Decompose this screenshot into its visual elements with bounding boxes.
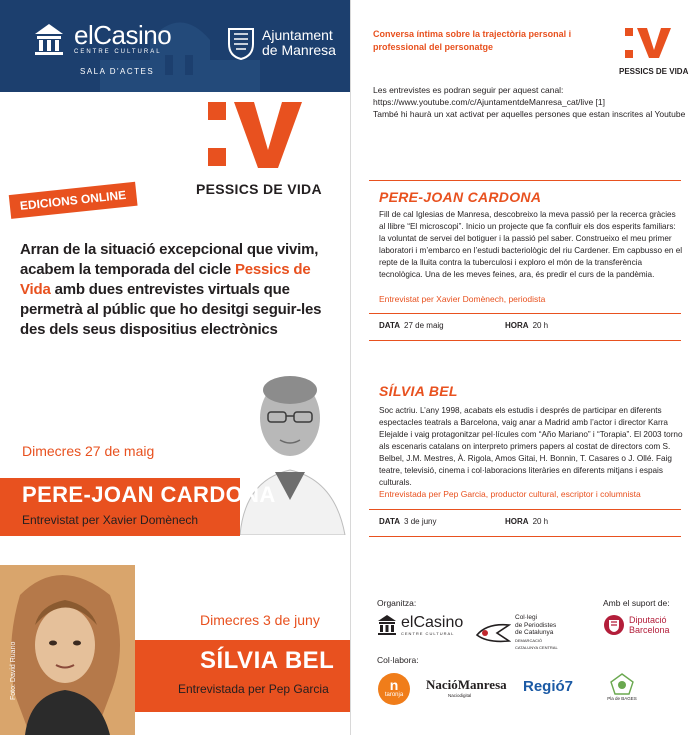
person2-bio: Soc actriu. L’any 1998, acabats els estudis i després de participar en diferents espectacles teatrals a Barcelona, vaig anar a Madrid amb l’actor i director Karra Elejalde i vaig protagonitzar pel·lícules com “Año Mariano” i “Torapia”. El 2003 torno als escenaris catalans on interpreto primers papers al costat de directors com S. Belbel, J.M. Mestres, À. Rigola, Amos Gitai, H. Bonnin, T. Casares o J. Ollé. Faig teatre, televisió, cinema i col·laboracions literàries en diferents mitjans i espais culturals. (379, 406, 683, 487)
person2-date-label: DATA (379, 517, 401, 526)
person1-date-label: DATA (379, 321, 401, 330)
person1-meta (379, 321, 549, 330)
nacio-manresa-text: NacióManresa (426, 677, 507, 692)
organitza-label: Organitza: (377, 598, 417, 608)
event2-name: SÍLVIA BEL (200, 647, 335, 674)
regio7-text: Regió7 (523, 678, 574, 695)
event2-interviewer: Entrevistada per Pep Garcia (178, 682, 329, 696)
pessics-de-vida-small-text: PESSICS DE VIDA (619, 67, 689, 76)
event2-date: Dimecres 3 de juny (200, 612, 320, 628)
sponsor-nacio-manresa (426, 677, 507, 698)
sponsor-diputacio (603, 614, 670, 636)
person1-title: PERE-JOAN CARDONA (379, 189, 542, 205)
col-periodistes-line1: Col·legi (515, 614, 538, 621)
person1-hour: 20 h (532, 321, 549, 330)
casino-sala: SALA D'ACTES (80, 67, 155, 76)
suport-label: Amb el suport de: (603, 598, 670, 608)
sponsor-pla-bages (607, 672, 637, 701)
section-divider-top (369, 180, 681, 181)
pla-bages-text: Pla de BAGES (607, 696, 637, 701)
intro-part-1: Arran de la situació excepcional que vivim, acabem la temporada del cicle (20, 241, 319, 278)
sponsor-taronja (377, 672, 411, 706)
intro-paragraph (20, 240, 340, 340)
svg-text:n: n (389, 677, 399, 693)
col-periodistes-line3: de Catalunya (515, 629, 554, 636)
editions-online-banner: EDICIONS ONLINE (9, 182, 138, 219)
taronja-text: taronja (384, 692, 404, 698)
pla-bages-icon (607, 672, 637, 696)
person2-meta-divider (369, 509, 681, 510)
pessics-de-vida-small-mark-icon (619, 26, 681, 60)
col-periodistes-sub1: DEMARCACIÓ (515, 637, 543, 643)
diputacio-shield-icon (603, 614, 625, 636)
sponsor-col-periodistes (475, 614, 558, 652)
sponsor-elcasino-name: elCasino (401, 613, 464, 631)
casino-name: elCasino (74, 20, 172, 50)
ajuntament-logo (226, 26, 336, 60)
person1-date: 27 de maig (404, 321, 444, 330)
pere-joan-cardona-photo (230, 360, 350, 535)
channel-url[interactable]: https://www.youtube.com/c/AjuntamentdeManresa_cat/live [1] (373, 97, 605, 107)
person1-bottom-divider (369, 340, 681, 341)
nacio-manresa-sub: Naciodigital (448, 693, 472, 698)
channel-line3: També hi haurà un xat activat per aquelles persones que estan inscrites al Youtube (373, 109, 686, 119)
diputacio-line1: Diputació (629, 615, 667, 625)
pessics-de-vida-logo-small (619, 26, 688, 76)
person2-hour-label: HORA (505, 517, 529, 526)
col-periodistes-icon (475, 621, 511, 645)
taronja-logo-icon (377, 672, 411, 706)
event1-name: PERE-JOAN CARDONA (22, 482, 276, 507)
person1-interviewer: Entrevistat per Xavier Domènech, periodista (379, 294, 546, 304)
event1-date: Dimecres 27 de maig (22, 443, 155, 459)
casino-subtitle: CENTRE CULTURAL (74, 49, 162, 55)
pessics-de-vida-logo (190, 100, 322, 197)
collabora-label: Col·labora: (377, 655, 419, 665)
col-periodistes-sub2: CATALUNYA CENTRAL (515, 645, 558, 650)
col-periodistes-line2: de Periodistes (515, 621, 557, 629)
header-band (0, 0, 350, 92)
person1-hour-label: HORA (505, 321, 529, 330)
person2-meta (379, 517, 549, 526)
person1-bio: Fill de cal Iglesias de Manresa, descobreixo la meva passió per la recerca gràcies al llibre “El microscopi”. Inicio un projecte que fa confluir els dos esperits familiars: la voluntat de servei del botiguer i la passió pel saber. Construeixo el meu primer laboratori i m’embarco en l’estudi bacteriològic del riu Cardener. Em capbusso en el repte de la lluita contra la tuberculosi i exploro el món de la transferència tecnològica. Una de les meves feines, ara, és predir el curs de la pandèmia. (379, 210, 683, 279)
sponsor-elcasino (377, 614, 463, 636)
channel-info (373, 84, 693, 120)
pessics-de-vida-text: PESSICS DE VIDA (196, 181, 322, 197)
event1-interviewer: Entrevistat per Xavier Domènech (22, 513, 199, 527)
sponsor-regio7 (523, 678, 573, 695)
photo-credit: Foto: David Ruano (10, 641, 17, 700)
manresa-shield-icon (226, 26, 256, 60)
person2-interviewer: Entrevistada per Pep Garcia, productor cultural, escriptor i columnista (379, 489, 641, 499)
elcasino-small-icon (377, 614, 397, 636)
diputacio-line2: Barcelona (629, 625, 670, 635)
back-panel (350, 0, 700, 735)
conversation-intro: Conversa íntima sobre la trajectòria personal i professional del personatge (373, 29, 572, 52)
person2-title: SÍLVIA BEL (379, 383, 458, 399)
intro-highlight: Pessics de Vida (20, 261, 311, 298)
sponsor-elcasino-sub: CENTRE CULTURAL (401, 630, 455, 636)
silvia-bel-photo (0, 565, 135, 735)
intro-part-2: amb dues entrevistes virtuals que permetrà al públic que ho desitgi seguir-les des dels seus dispositius electrònics (20, 281, 322, 338)
person1-meta-divider (369, 313, 681, 314)
ajuntament-line1: Ajuntament (262, 27, 333, 43)
person2-bottom-divider (369, 536, 681, 537)
elcasino-logo (32, 22, 171, 56)
channel-line1: Les entrevistes es podran seguir per aquest canal: (373, 85, 564, 95)
ajuntament-line2: de Manresa (262, 42, 336, 58)
casino-building-icon (32, 22, 66, 56)
person2-date: 3 de juny (404, 517, 437, 526)
pessics-de-vida-mark-icon (190, 100, 310, 172)
person2-hour: 20 h (532, 517, 549, 526)
